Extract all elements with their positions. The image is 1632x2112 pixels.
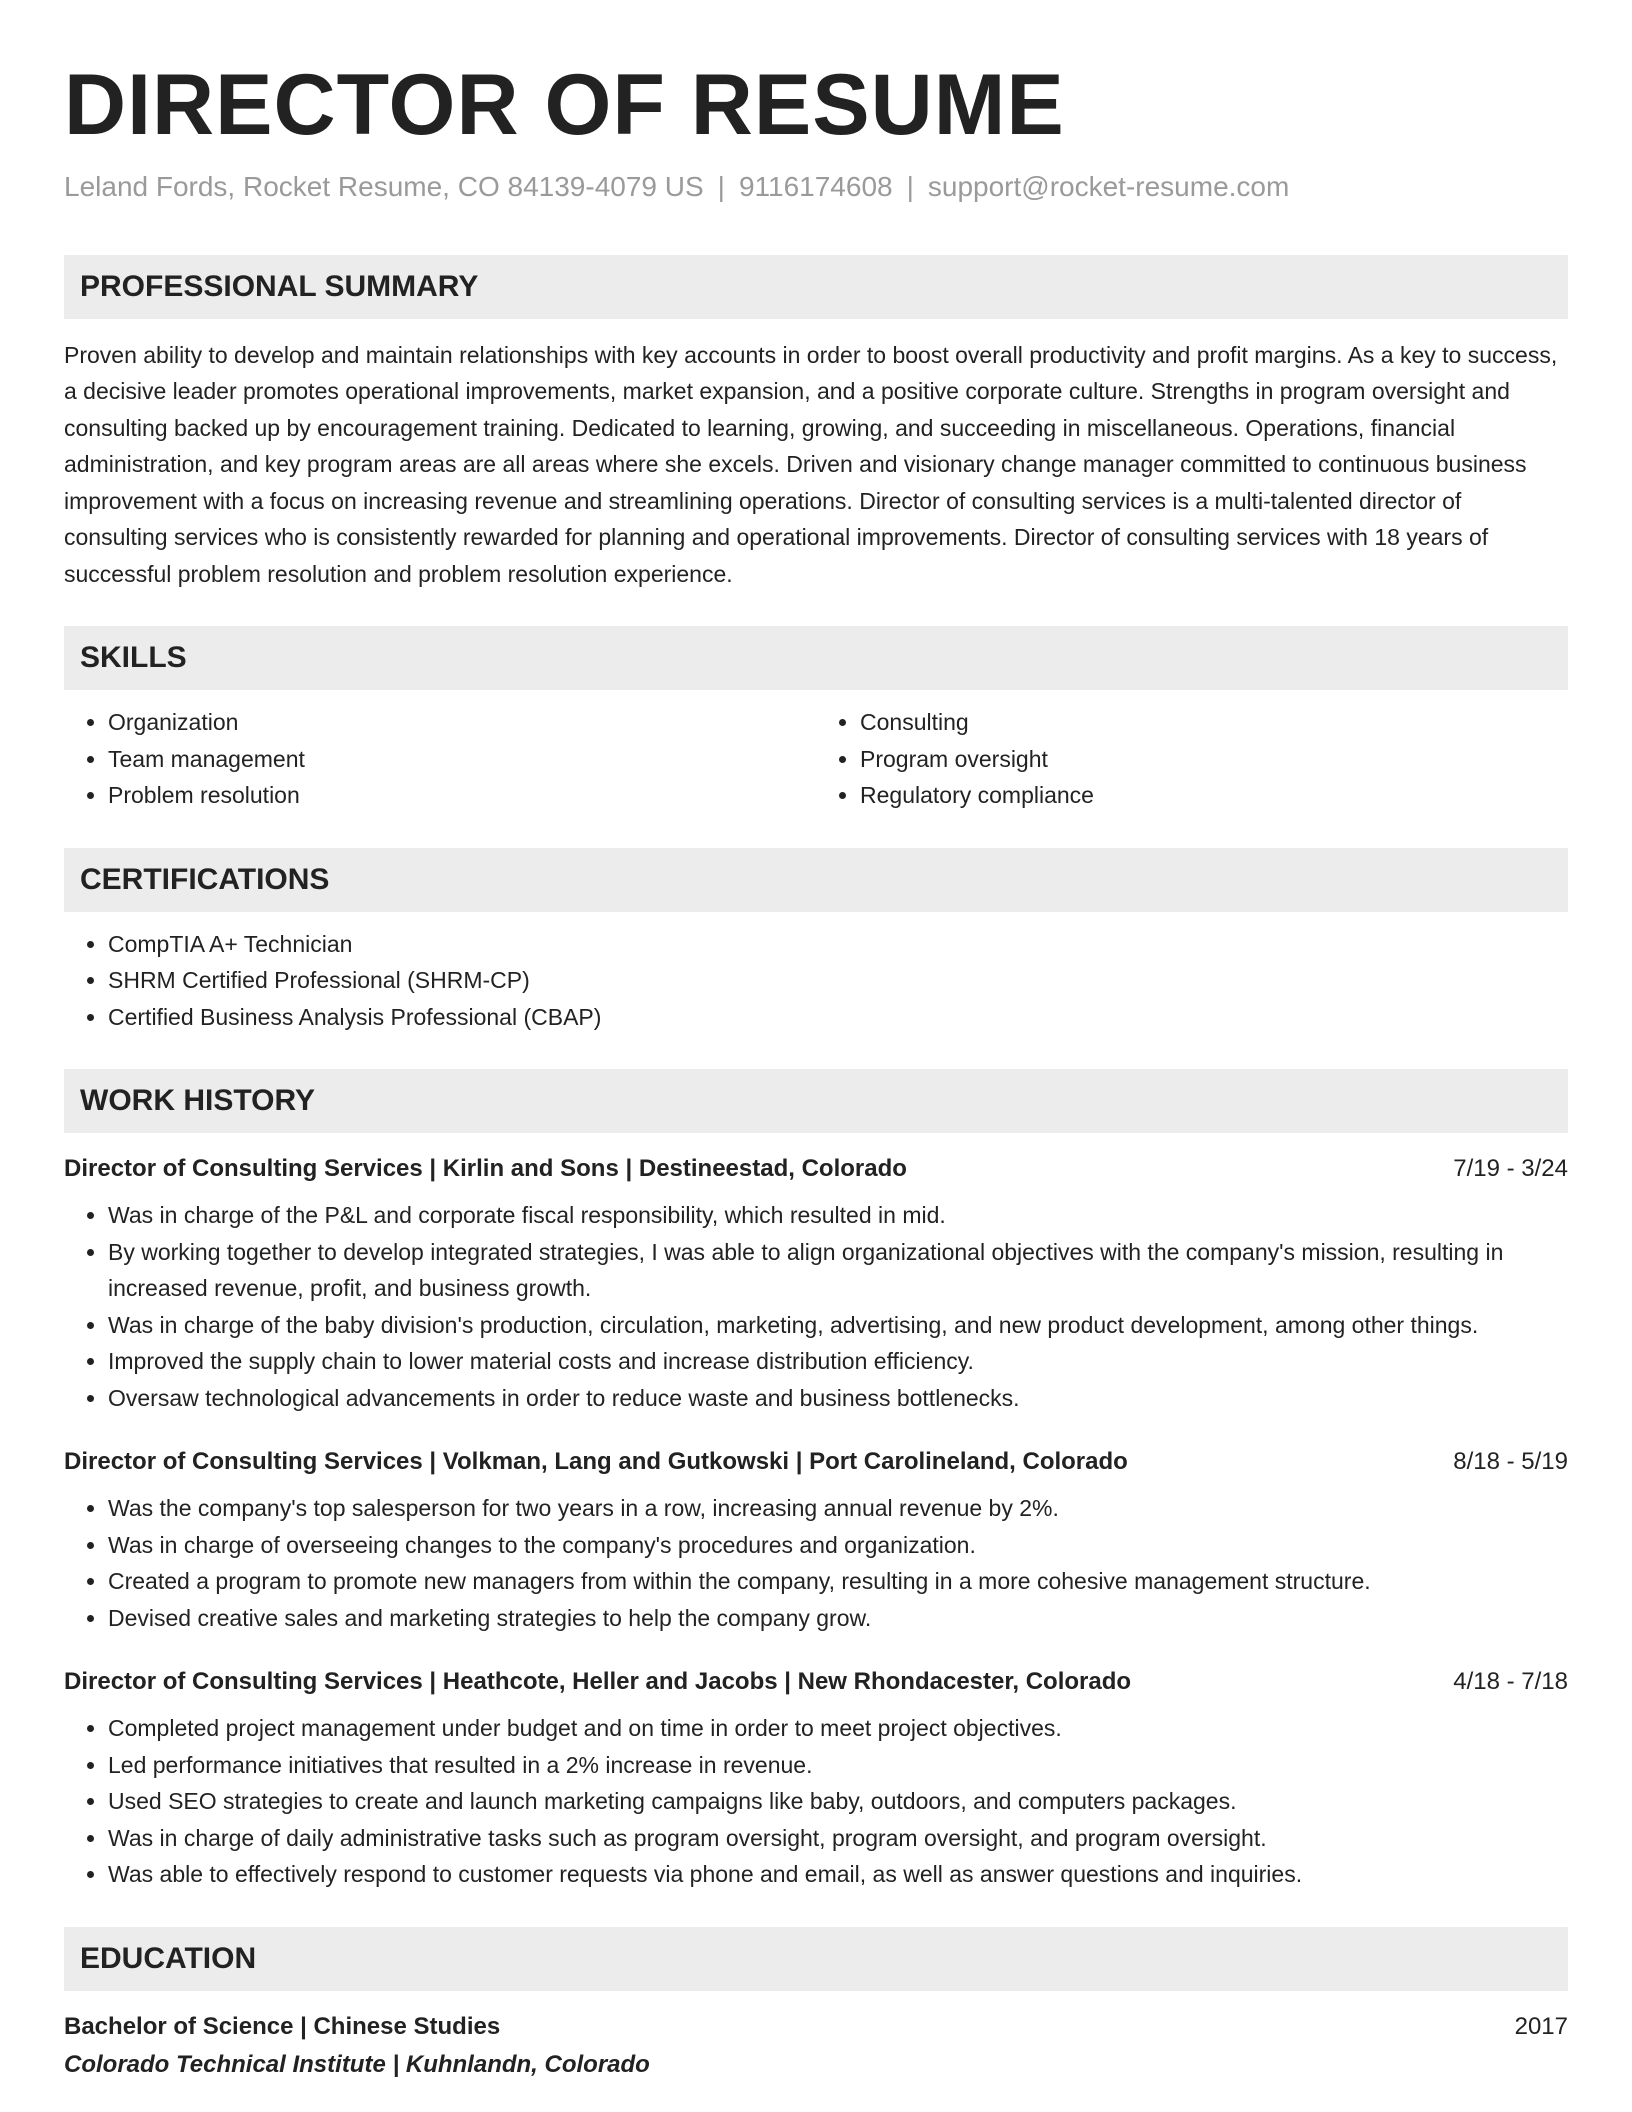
job-header xyxy=(64,1666,1568,1698)
skills-list-right xyxy=(816,704,1568,814)
job-title: Director of Consulting Services | Kirlin and Sons | Destineestad, Colorado xyxy=(64,1155,907,1183)
skill-item: • Regulatory compliance xyxy=(860,777,1568,814)
job-bullet: • By working together to develop integrated strategies, I was able to align organizational objectives with the company's mission, resulting in increased revenue, profit, and business growth. xyxy=(108,1234,1568,1307)
education-school: Colorado Technical Institute | Kuhnlandn, Colorado xyxy=(64,2050,650,2078)
skills-grid xyxy=(64,704,1568,814)
job-entry xyxy=(64,1153,1568,1416)
job-bullet: • Improved the supply chain to lower material costs and increase distribution efficiency. xyxy=(108,1343,1568,1380)
skill-item: • Team management xyxy=(108,741,816,778)
contact-separator: | xyxy=(906,170,914,202)
education-degree: Bachelor of Science | Chinese Studies xyxy=(64,2012,501,2040)
certifications-list xyxy=(64,926,1568,1036)
job-bullet: • Completed project management under budget and on time in order to meet project objectives. xyxy=(108,1710,1568,1747)
job-title: Director of Consulting Services | Volkman, Lang and Gutkowski | Port Carolineland, Colorado xyxy=(64,1448,1128,1476)
summary-text: Proven ability to develop and maintain relationships with key accounts in order to boost overall productivity and profit margins. As a key to success, a decisive leader promotes operational improvements, market expansion, and a positive corporate culture. Strengths in program oversight and consulting backed up by encouragement training. Dedicated to learning, growing, and succeeding in miscellaneous. Operations, financial administration, and key program areas are all areas where she excels. Driven and visionary change manager committed to continuous business improvement with a focus on increasing revenue and streamlining operations. Director of consulting services is a multi-talented director of consulting services who is consistently rewarded for planning and operational improvements. Director of consulting services with 18 years of successful problem resolution and problem resolution experience. xyxy=(64,341,1558,587)
education-year: 2017 xyxy=(1514,2012,1568,2040)
job-bullet: • Was in charge of the P&L and corporate fiscal responsibility, which resulted in mid. xyxy=(108,1197,1568,1234)
job-header xyxy=(64,1446,1568,1478)
skill-item: • Consulting xyxy=(860,704,1568,741)
job-dates: 7/19 - 3/24 xyxy=(1453,1155,1568,1183)
work-history-section-header: WORK HISTORY xyxy=(64,1069,1568,1133)
job-bullet: • Was in charge of daily administrative tasks such as program oversight, program oversight, and program oversight. xyxy=(108,1820,1568,1857)
job-bullet: • Oversaw technological advancements in order to reduce waste and business bottlenecks. xyxy=(108,1380,1568,1417)
job-bullet: • Led performance initiatives that resulted in a 2% increase in revenue. xyxy=(108,1747,1568,1784)
contact-email: support@rocket-resume.com xyxy=(927,170,1290,202)
job-bullet: • Used SEO strategies to create and launch marketing campaigns like baby, outdoors, and computers packages. xyxy=(108,1783,1568,1820)
job-bullets xyxy=(64,1197,1568,1416)
job-header xyxy=(64,1153,1568,1185)
summary-section-header: PROFESSIONAL SUMMARY xyxy=(64,255,1568,319)
job-entry xyxy=(64,1446,1568,1636)
certification-item: • CompTIA A+ Technician xyxy=(108,926,1568,963)
job-bullet: • Created a program to promote new managers from within the company, resulting in a more cohesive management structure. xyxy=(108,1563,1568,1600)
job-bullets xyxy=(64,1710,1568,1893)
contact-line xyxy=(64,169,1568,205)
job-bullet: • Devised creative sales and marketing strategies to help the company grow. xyxy=(108,1600,1568,1637)
contact-phone: 9116174608 xyxy=(738,170,893,202)
job-bullet: • Was able to effectively respond to customer requests via phone and email, as well as answer questions and inquiries. xyxy=(108,1856,1568,1893)
job-title: Director of Consulting Services | Heathcote, Heller and Jacobs | New Rhondacester, Colorado xyxy=(64,1668,1132,1696)
job-bullet: • Was in charge of overseeing changes to the company's procedures and organization. xyxy=(108,1527,1568,1564)
education-header xyxy=(64,2011,1568,2043)
job-bullets xyxy=(64,1490,1568,1636)
certification-item: • Certified Business Analysis Professional (CBAP) xyxy=(108,999,1568,1036)
job-dates: 4/18 - 7/18 xyxy=(1453,1668,1568,1696)
certification-item: • SHRM Certified Professional (SHRM-CP) xyxy=(108,962,1568,999)
job-bullet: • Was the company's top salesperson for two years in a row, increasing annual revenue by 2%. xyxy=(108,1490,1568,1527)
skill-item: • Program oversight xyxy=(860,741,1568,778)
certifications-section-header: CERTIFICATIONS xyxy=(64,848,1568,912)
education-section-header: EDUCATION xyxy=(64,1927,1568,1991)
job-dates: 8/18 - 5/19 xyxy=(1453,1448,1568,1476)
skill-item: • Organization xyxy=(108,704,816,741)
contact-separator: | xyxy=(717,170,725,202)
job-bullet: • Was in charge of the baby division's production, circulation, marketing, advertising, and new product development, among other things. xyxy=(108,1307,1568,1344)
skill-item: • Problem resolution xyxy=(108,777,816,814)
contact-address: Leland Fords, Rocket Resume, CO 84139-4079 US xyxy=(64,170,704,202)
skills-section-header: SKILLS xyxy=(64,626,1568,690)
job-entry xyxy=(64,1666,1568,1893)
resume-name: DIRECTOR OF RESUME xyxy=(64,57,1065,153)
skills-list-left xyxy=(64,704,816,814)
